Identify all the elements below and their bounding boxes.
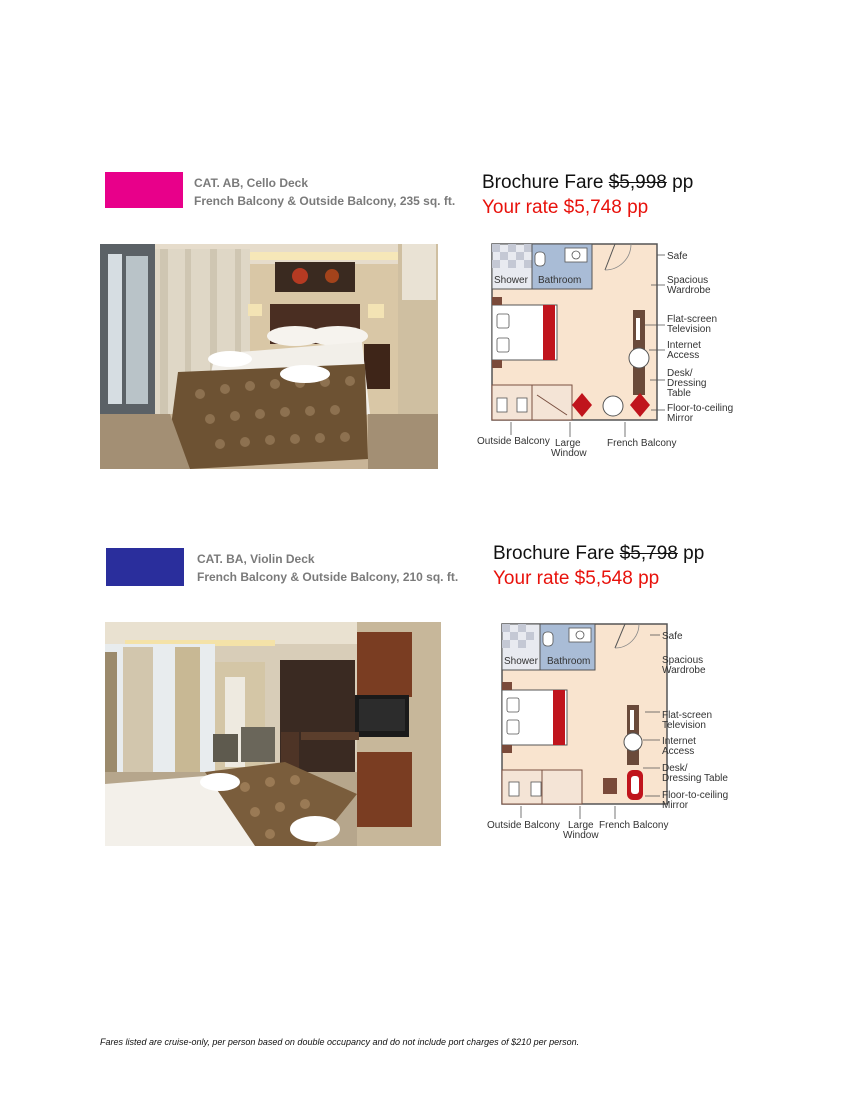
plan-label-outside-balcony: Outside Balcony xyxy=(487,820,560,831)
plan-label-bathroom: Bathroom xyxy=(538,275,582,286)
plan-label-large-window: Large xyxy=(568,820,594,831)
plan-label-internet: Internet xyxy=(662,736,696,747)
brochure-fare-label: Brochure Fare xyxy=(482,172,604,193)
plan-label-tv-2: Television xyxy=(667,324,711,335)
plan-label-shower: Shower xyxy=(504,656,538,667)
plan-label-shower: Shower xyxy=(494,275,528,286)
brochure-fare-label: Brochure Fare xyxy=(493,543,615,564)
brochure-fare xyxy=(493,541,704,566)
your-rate: Your rate $5,548 pp xyxy=(493,568,660,589)
brochure-fare-suffix: pp xyxy=(672,172,694,193)
your-rate: Your rate $5,748 pp xyxy=(482,197,649,218)
plan-label-wardrobe: Spacious xyxy=(662,655,704,666)
plan-label-mirror-2: Mirror xyxy=(662,800,689,811)
plan-label-internet: Internet xyxy=(667,340,701,351)
plan-label-desk: Desk/ xyxy=(667,368,693,379)
plan-label-internet-2: Access xyxy=(662,746,695,757)
plan-label-outside-balcony: Outside Balcony xyxy=(477,436,550,447)
plan-label-tv: Flat-screen xyxy=(662,710,713,721)
category-title: CAT. AB, Cello Deck xyxy=(194,176,309,190)
plan-label-desk-2: Dressing Table xyxy=(662,773,728,784)
plan-label-wardrobe-2: Wardrobe xyxy=(667,285,711,296)
category-color-swatch xyxy=(106,548,184,586)
plan-label-french-balcony: French Balcony xyxy=(607,438,677,449)
plan-label-mirror: Floor-to-ceiling xyxy=(662,790,729,801)
plan-label-tv: Flat-screen xyxy=(667,314,718,325)
category-title: CAT. BA, Violin Deck xyxy=(197,552,315,566)
category-description: French Balcony & Outside Balcony, 235 sq. ft. xyxy=(194,194,456,208)
plan-label-mirror-2: Mirror xyxy=(667,413,694,424)
category-block xyxy=(197,550,458,586)
plan-label-large-window-2: Window xyxy=(563,830,599,841)
plan-label-large-window-2: Window xyxy=(551,448,587,459)
category-block xyxy=(194,174,455,210)
floor-plan xyxy=(485,620,760,845)
plan-label-bathroom: Bathroom xyxy=(547,656,591,667)
plan-label-wardrobe-2: Wardrobe xyxy=(662,665,706,676)
plan-label-desk-2: Dressing xyxy=(667,378,707,389)
brochure-fare xyxy=(482,170,693,195)
plan-label-safe: Safe xyxy=(667,251,688,262)
brochure-fare-price: $5,798 xyxy=(619,543,678,564)
plan-label-desk-3: Table xyxy=(667,388,691,399)
plan-label-french-balcony: French Balcony xyxy=(599,820,669,831)
floor-plan xyxy=(475,240,745,465)
plan-label-safe: Safe xyxy=(662,631,683,642)
plan-label-internet-2: Access xyxy=(667,350,700,361)
brochure-fare-price: $5,998 xyxy=(608,172,667,193)
brochure-fare-suffix: pp xyxy=(683,543,705,564)
stateroom-photo xyxy=(100,244,438,469)
category-description: French Balcony & Outside Balcony, 210 sq. ft. xyxy=(197,570,459,584)
fare-disclaimer: Fares listed are cruise-only, per person based on double occupancy and do not include port charges of $210 per person. xyxy=(100,1037,580,1047)
plan-label-large-window: Large xyxy=(555,438,581,449)
stateroom-photo xyxy=(105,622,441,846)
plan-label-desk: Desk/ xyxy=(662,763,688,774)
plan-label-tv-2: Television xyxy=(662,720,706,731)
plan-label-mirror: Floor-to-ceiling xyxy=(667,403,734,414)
plan-label-wardrobe: Spacious xyxy=(667,275,709,286)
category-color-swatch xyxy=(105,172,183,208)
